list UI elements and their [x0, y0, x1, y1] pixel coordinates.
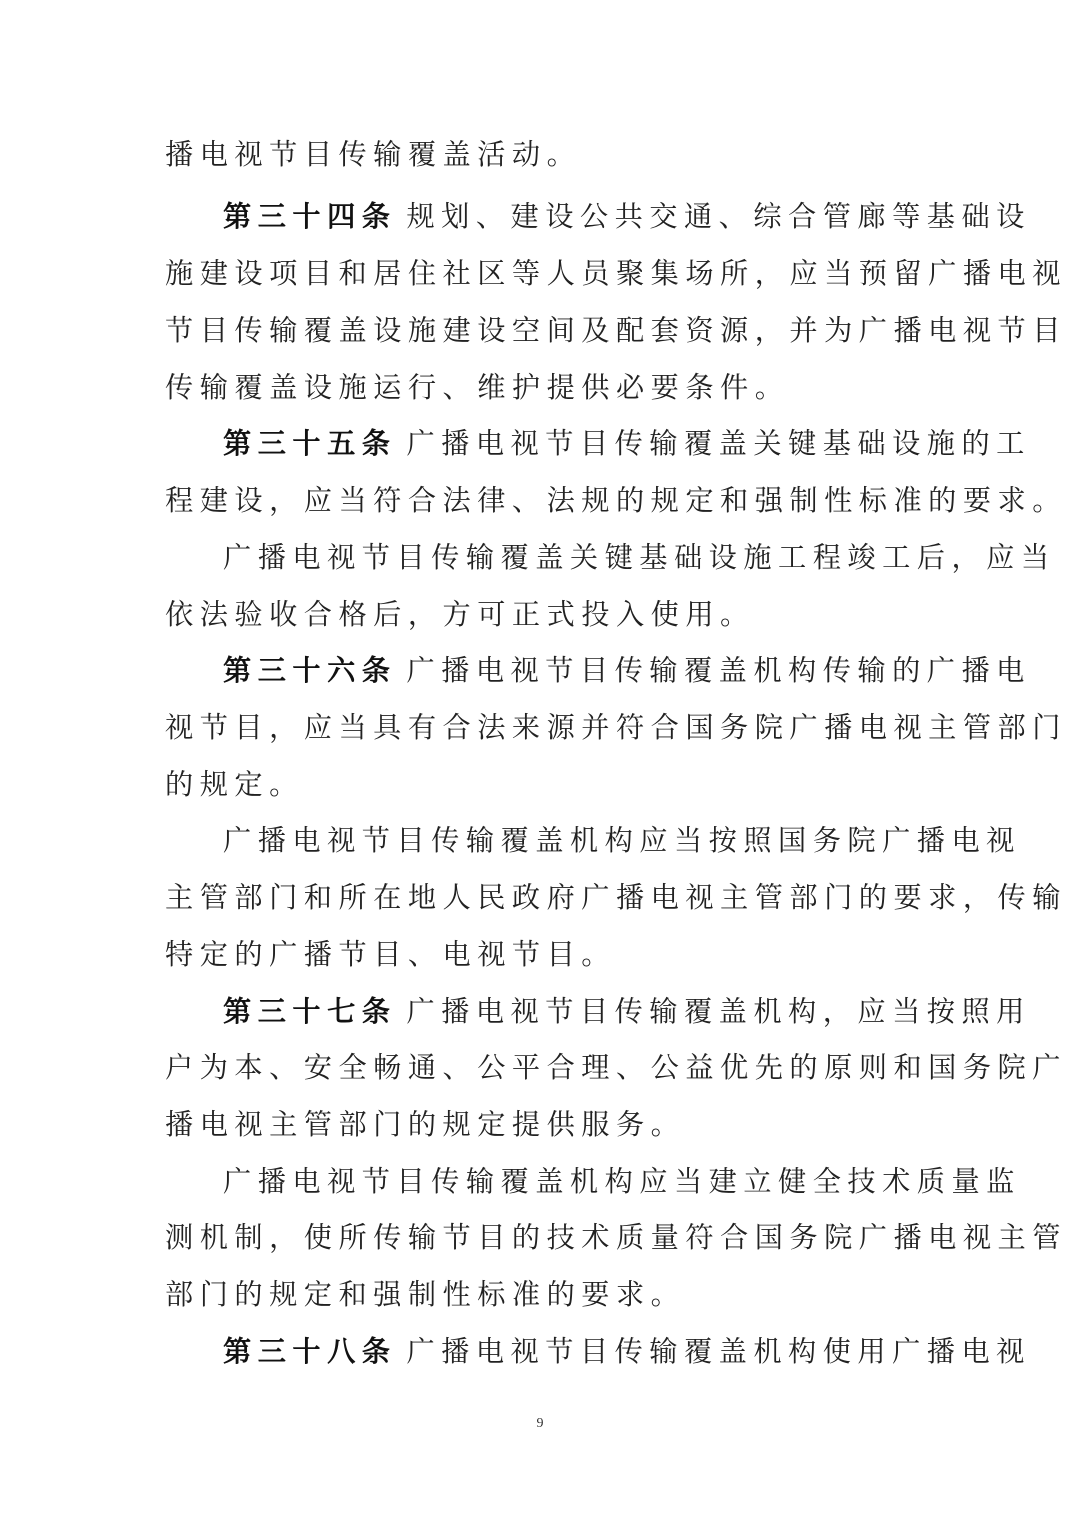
text-line	[165, 876, 1067, 920]
line-text: 的规定。	[165, 768, 304, 801]
line-text: 播电视主管部门的规定提供服务。	[165, 1108, 686, 1141]
article-34-heading-line	[223, 195, 1031, 239]
line-text: 视节目，应当具有合法来源并符合国务院广播电视主管部门	[165, 711, 1067, 744]
text-line	[165, 1273, 917, 1317]
text-line	[165, 706, 1067, 750]
line-text: 户为本、安全畅通、公平合理、公益优先的原则和国务院广	[165, 1051, 1067, 1084]
line-text: 播电视节目传输覆盖活动。	[165, 138, 582, 171]
text-line	[165, 133, 917, 177]
line-text: 部门的规定和强制性标准的要求。	[165, 1278, 686, 1311]
text-line	[165, 252, 1067, 296]
article-38-heading-line	[223, 1330, 1031, 1374]
text-line	[223, 1160, 1021, 1204]
line-text: 传输覆盖设施运行、维护提供必要条件。	[165, 371, 790, 404]
article-heading: 第三十五条	[223, 427, 397, 460]
line-text: 施建设项目和居住社区等人员聚集场所，应当预留广播电视	[165, 257, 1067, 290]
line-text: 依法验收合格后，方可正式投入使用。	[165, 598, 755, 631]
line-text: 广播电视节目传输覆盖机构应当建立健全技术质量监	[223, 1165, 1021, 1198]
line-text: 广播电视节目传输覆盖机构，应当按照用	[406, 995, 1031, 1028]
text-line	[223, 819, 1021, 863]
article-heading: 第三十八条	[223, 1335, 397, 1368]
article-35-heading-line	[223, 422, 1031, 466]
line-text: 广播电视节目传输覆盖机构应当按照国务院广播电视	[223, 824, 1021, 857]
text-line	[165, 1103, 917, 1147]
text-line	[165, 479, 1067, 523]
line-text: 测机制，使所传输节目的技术质量符合国务院广播电视主管	[165, 1221, 1067, 1254]
article-37-heading-line	[223, 990, 1031, 1034]
article-heading: 第三十四条	[223, 200, 397, 233]
article-36-heading-line	[223, 649, 1031, 693]
text-line	[165, 366, 917, 410]
line-text: 广播电视节目传输覆盖机构使用广播电视	[406, 1335, 1031, 1368]
line-text: 广播电视节目传输覆盖机构传输的广播电	[406, 654, 1031, 687]
page-number: 9	[536, 1416, 544, 1431]
article-heading: 第三十六条	[223, 654, 397, 687]
line-text: 广播电视节目传输覆盖关键基础设施工程竣工后，应当	[223, 541, 1056, 574]
text-line	[165, 309, 1067, 353]
text-line	[165, 763, 917, 807]
text-line	[165, 1046, 1067, 1090]
line-text: 特定的广播节目、电视节目。	[165, 938, 616, 971]
text-line	[165, 1216, 1067, 1260]
text-line	[165, 593, 917, 637]
article-heading: 第三十七条	[223, 995, 397, 1028]
text-line	[223, 536, 1056, 580]
line-text: 节目传输覆盖设施建设空间及配套资源，并为广播电视节目	[165, 314, 1067, 347]
text-line	[165, 933, 917, 977]
line-text: 规划、建设公共交通、综合管廊等基础设	[406, 200, 1031, 233]
line-text: 程建设，应当符合法律、法规的规定和强制性标准的要求。	[165, 484, 1067, 517]
line-text: 广播电视节目传输覆盖关键基础设施的工	[406, 427, 1031, 460]
line-text: 主管部门和所在地人民政府广播电视主管部门的要求，传输	[165, 881, 1067, 914]
